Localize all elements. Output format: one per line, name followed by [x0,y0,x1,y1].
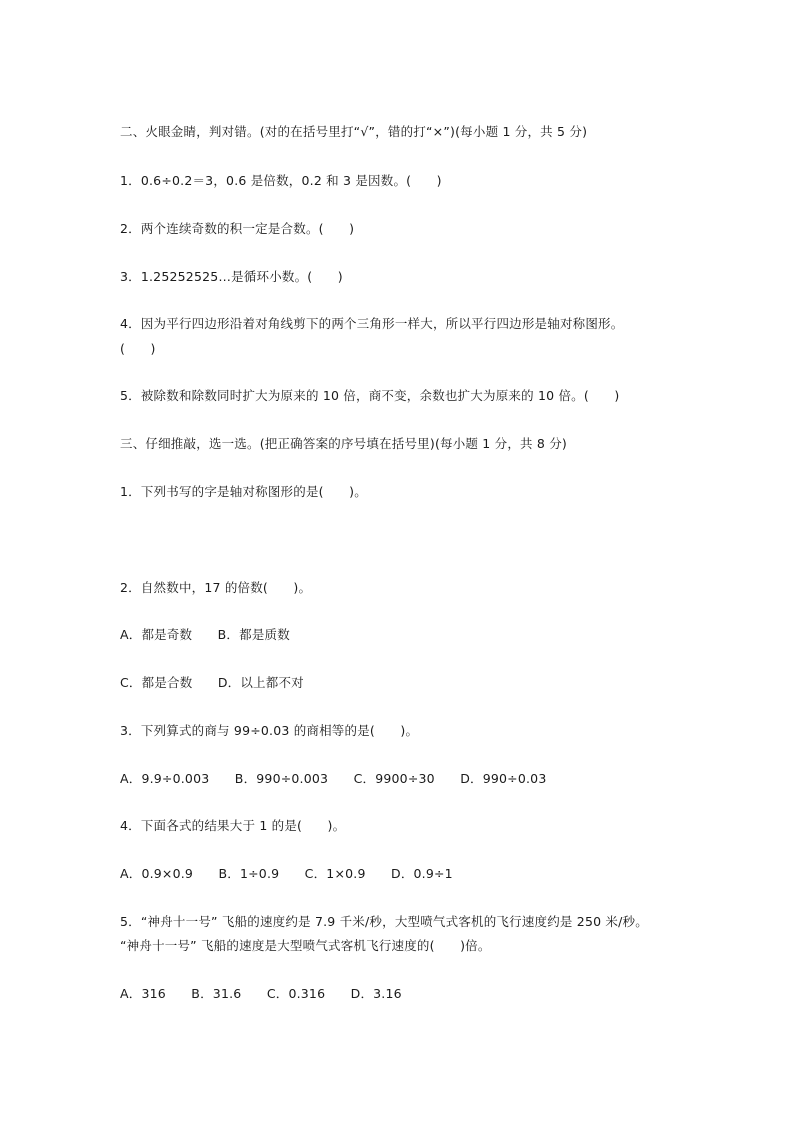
tf-question-5: 5．被除数和除数同时扩大为原来的 10 倍，商不变，余数也扩大为原来的 10 倍。( ) [120,388,620,403]
mc-question-5-line-2: “神舟十一号” 飞船的速度是大型喷气式客机飞行速度的( )倍。 [120,938,491,953]
mc-question-2: 2．自然数中，17 的倍数( )。 [120,580,312,595]
mc-question-1: 1．下列书写的字是轴对称图形的是( )。 [120,484,367,499]
tf-question-2: 2．两个连续奇数的积一定是合数。( ) [120,221,355,236]
tf-question-4: 4．因为平行四边形沿着对角线剪下的两个三角形一样大，所以平行四边形是轴对称图形。 [120,316,624,331]
mc-question-2-options-ab: A．都是奇数 B．都是质数 [120,627,290,642]
tf-question-1: 1．0.6÷0.2＝3，0.6 是倍数，0.2 和 3 是因数。( ) [120,173,442,188]
section-3-heading: 三、仔细推敲，选一选。(把正确答案的序号填在括号里)(每小题 1 分，共 8 分) [120,436,568,451]
tf-question-4-answer-bracket: ( ) [120,341,156,356]
tf-question-3: 3．1.25252525…是循环小数。( ) [120,269,343,284]
mc-question-3: 3．下列算式的商与 99÷0.03 的商相等的是( )。 [120,723,419,738]
section-2-heading: 二、火眼金睛，判对错。(对的在括号里打“√”，错的打“×”)(每小题 1 分，共 5 分) [120,124,588,139]
mc-question-5-line-1: 5．“神舟十一号” 飞船的速度约是 7.9 千米/秒，大型喷气式客机的飞行速度约是 250 米/秒。 [120,914,648,929]
mc-question-4: 4．下面各式的结果大于 1 的是( )。 [120,818,346,833]
mc-question-3-options: A．9.9÷0.003 B．990÷0.003 C．9900÷30 D．990÷0.03 [120,771,547,786]
mc-question-5-options: A．316 B．31.6 C．0.316 D．3.16 [120,986,402,1001]
mc-question-4-options: A．0.9×0.9 B．1÷0.9 C．1×0.9 D．0.9÷1 [120,866,453,881]
mc-question-2-options-cd: C．都是合数 D．以上都不对 [120,675,304,690]
